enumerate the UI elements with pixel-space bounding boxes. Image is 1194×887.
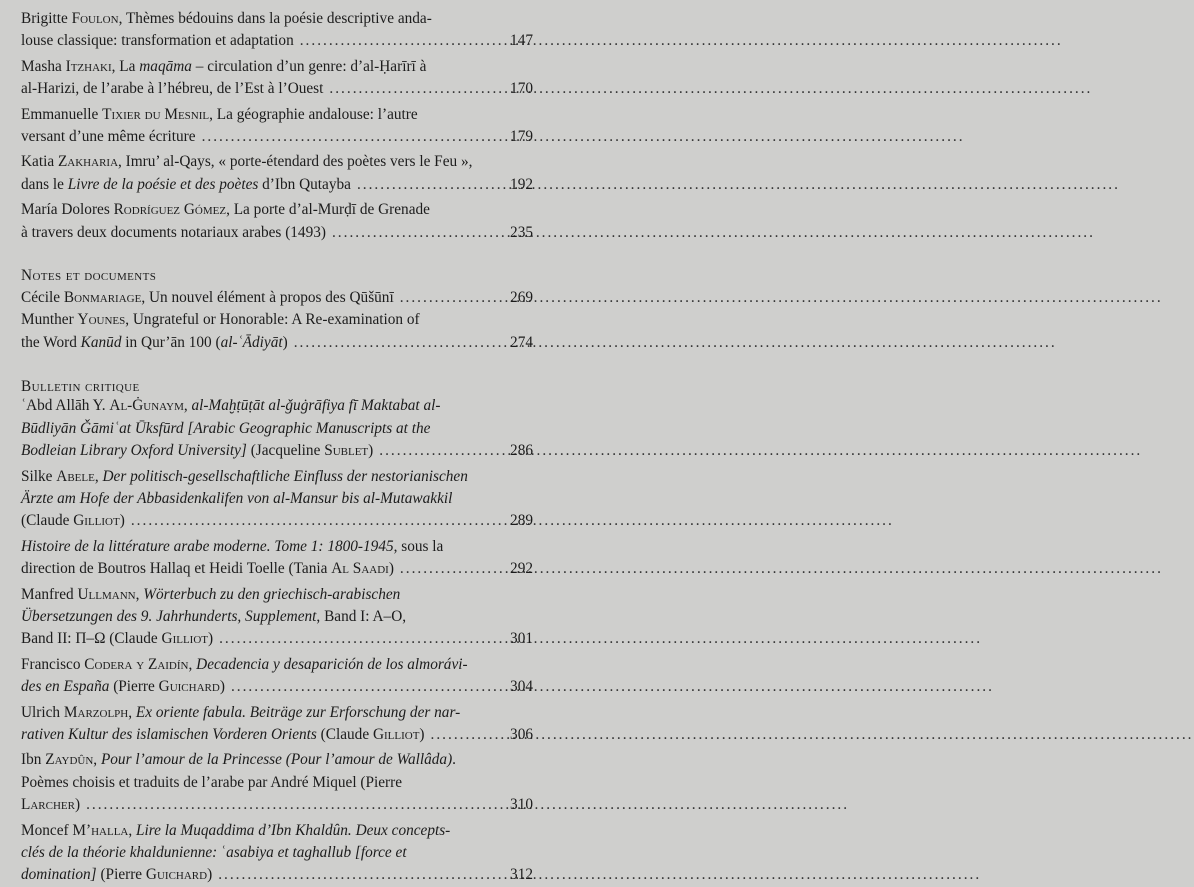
- entry-line: Übersetzungen des 9. Jahrhunderts, Supplement, Band I: A–O,: [21, 607, 407, 625]
- entry-line: Brigitte Foulon, Thèmes bédouins dans la poésie descriptive anda-: [21, 10, 432, 27]
- toc-entry-tixier: [21, 104, 533, 149]
- entry-last-line: des en España (Pierre Guichard) .....: [21, 676, 477, 698]
- entry-last-line: the Word Kanūd in Qur’ān 100 (al-ʿĀdiyāt) .....: [21, 332, 477, 354]
- dot-leader: [300, 30, 1063, 52]
- table-of-contents: [0, 0, 550, 884]
- entry-line: Būdliyān Ǧāmiʿat Ūksfūrd [Arabic Geographic Manuscripts at the: [21, 419, 431, 437]
- entry-line: Masha Itzhaki, La maqāma – circulation d’un genre: d’al-Ḥarīrī à: [21, 57, 427, 75]
- page-number: 310: [510, 796, 533, 814]
- page-number: 147: [510, 32, 533, 50]
- page-number: 235: [510, 223, 533, 241]
- toc-entry-ullmann: [21, 584, 533, 651]
- dot-leader: [294, 332, 1057, 354]
- entry-last-line: versant d’une même écriture .....: [21, 126, 477, 148]
- dot-leader: [329, 78, 1092, 100]
- page-number: 179: [510, 128, 533, 146]
- dot-leader: [332, 222, 1095, 244]
- entry-last-line: à travers deux documents notariaux arabes (1493) .....: [21, 222, 477, 244]
- page-number: 170: [510, 80, 533, 98]
- page-number: 312: [510, 866, 533, 884]
- articles-list: [21, 8, 533, 244]
- dot-leader: [202, 126, 965, 148]
- entry-line: ʿAbd Allāh Y. Al-Ġunaym, al-Maḫṭūṭāt al-ǧuġrāfiya fī Maktabat al-: [21, 397, 441, 415]
- page-number: 304: [510, 678, 533, 696]
- entry-line: Poèmes choisis et traduits de l’arabe par André Miquel (Pierre: [21, 773, 403, 791]
- entry-line: Katia Zakharia, Imru’ al-Qays, « porte-étendard des poètes vers le Feu »,: [21, 153, 473, 171]
- page-number: 192: [510, 175, 533, 193]
- dot-leader: [231, 676, 994, 698]
- page-number: 306: [510, 725, 533, 743]
- page-number: 292: [510, 560, 533, 578]
- entry-line: Ulrich Marzolph, Ex oriente fabula. Beiträge zur Erforschung der nar-: [21, 703, 461, 721]
- toc-entry-rodriguez: [21, 199, 533, 244]
- toc-entry-zakharia: [21, 151, 533, 196]
- entry-line: Manfred Ullmann, Wörterbuch zu den griechisch-arabischen: [21, 585, 401, 603]
- dot-leader: [86, 794, 849, 816]
- entry-line: clés de la théorie khaldunienne: ʿasabiya et taghallub [force et: [21, 844, 407, 861]
- entry-last-line: Cécile Bonmariage, Un nouvel élément à propos des Qūšūnī .....: [21, 287, 477, 309]
- entry-last-line: Band II: Π–Ω (Claude Gilliot) .....: [21, 628, 477, 650]
- entry-last-line: domination] (Pierre Guichard) .....: [21, 864, 477, 886]
- bulletin-list: [21, 395, 533, 887]
- toc-entry-ibn-zaydun: [21, 749, 533, 816]
- toc-entry-histoire: [21, 536, 533, 581]
- section-heading-notes: Notes et documents: [21, 267, 157, 285]
- dot-leader: [218, 864, 981, 886]
- toc-entry-abele: [21, 466, 533, 533]
- notes-list: [21, 287, 533, 354]
- dot-leader: [219, 628, 982, 650]
- page-number: 274: [510, 333, 533, 351]
- toc-entry-mhalla: [21, 820, 533, 887]
- entry-line: Silke Abele, Der politisch-gesellschaftliche Einfluss der nestorianischen: [21, 467, 468, 485]
- toc-entry-bonmariage: [21, 287, 533, 309]
- section-heading-bulletin: Bulletin critique: [21, 378, 140, 396]
- page-number: 269: [510, 289, 533, 307]
- entry-line: Moncef M’halla, Lire la Muqaddima d’Ibn Khaldûn. Deux concepts-: [21, 821, 451, 839]
- page-number: 301: [510, 630, 533, 648]
- entry-last-line: dans le Livre de la poésie et des poètes d’Ibn Qutayba .....: [21, 174, 477, 196]
- entry-last-line: rativen Kultur des islamischen Vorderen Orients (Claude Gilliot) .....: [21, 724, 477, 746]
- entry-last-line: louse classique: transformation et adaptation .....: [21, 30, 477, 52]
- entry-last-line: al-Harizi, de l’arabe à l’hébreu, de l’Est à l’Ouest .....: [21, 78, 477, 100]
- toc-entry-foulon: [21, 8, 533, 53]
- entry-last-line: Bodleian Library Oxford University] (Jacqueline Sublet) .....: [21, 440, 477, 462]
- toc-entry-itzhaki: [21, 56, 533, 101]
- dot-leader: [357, 174, 1120, 196]
- toc-entry-younes: [21, 309, 533, 354]
- entry-last-line: Larcher) .....: [21, 794, 477, 816]
- entry-line: Histoire de la littérature arabe moderne. Tome 1: 1800-1945, sous la: [21, 537, 444, 555]
- toc-entry-codera: [21, 654, 533, 699]
- entry-line: Emmanuelle Tixier du Mesnil, La géographie andalouse: l’autre: [21, 105, 418, 123]
- dot-leader: [431, 724, 1194, 746]
- entry-line: Francisco Codera y Zaidín, Decadencia y desaparición de los almorávi-: [21, 655, 468, 673]
- entry-line: Ibn Zaydûn, Pour l’amour de la Princesse (Pour l’amour de Wallâda).: [21, 751, 456, 769]
- entry-line: Ärzte am Hofe der Abbasidenkalifen von al-Mansur bis al-Mutawakkil: [21, 489, 453, 507]
- entry-last-line: direction de Boutros Hallaq et Heidi Toelle (Tania Al Saadi) .....: [21, 558, 477, 580]
- toc-entry-marzolph: [21, 702, 533, 747]
- entry-line: María Dolores Rodríguez Gómez, La porte d’al-Murḍī de Grenade: [21, 201, 430, 219]
- page-number: 289: [510, 512, 533, 530]
- entry-last-line: (Claude Gilliot) .....: [21, 510, 477, 532]
- page-number: 286: [510, 442, 533, 460]
- toc-entry-al-gunaym: [21, 395, 533, 462]
- entry-line: Munther Younes, Ungrateful or Honorable: A Re-examination of: [21, 311, 420, 329]
